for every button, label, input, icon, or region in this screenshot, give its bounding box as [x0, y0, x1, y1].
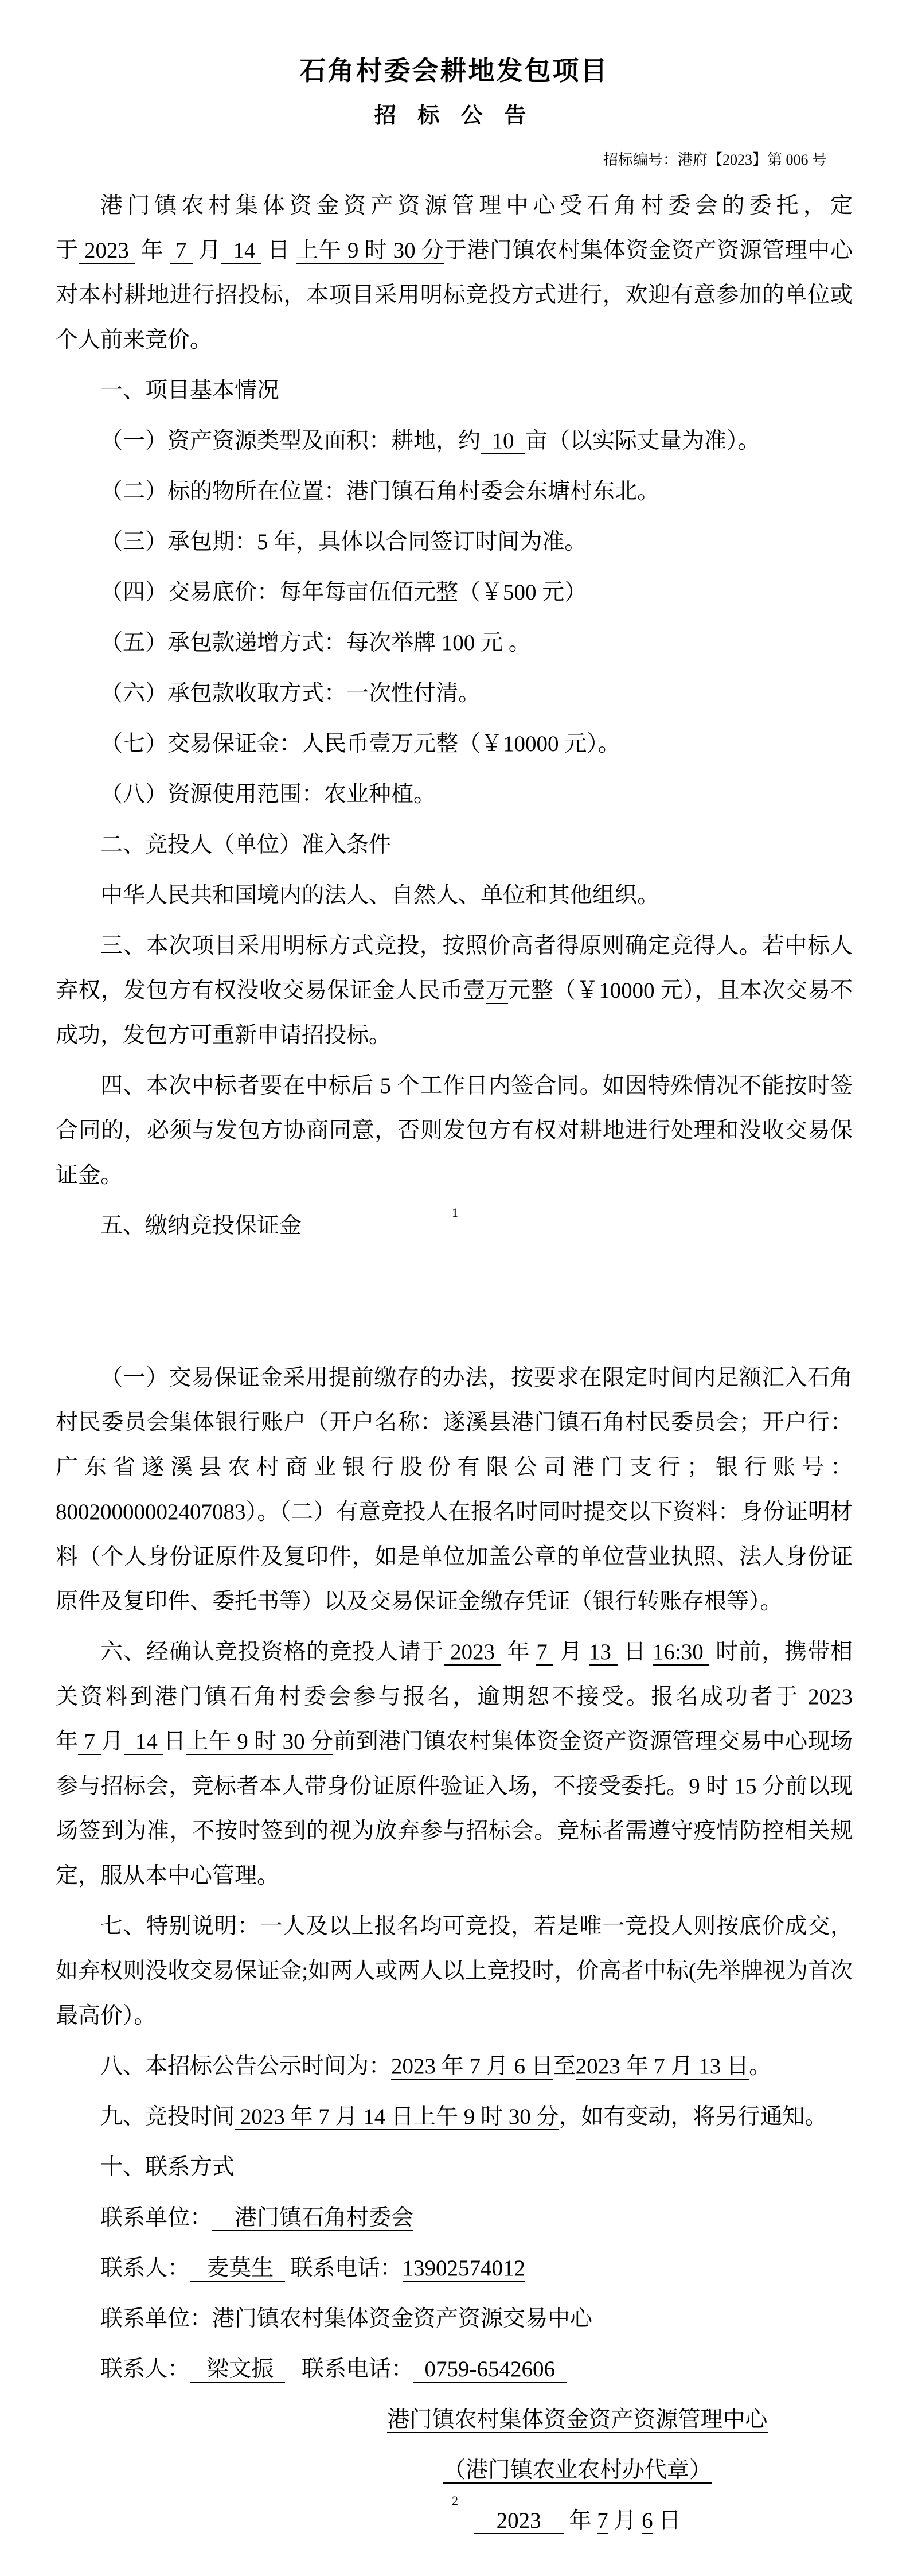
underline-blank: 2023: [444, 1640, 501, 1664]
paragraph: [56, 671, 853, 716]
underline-blank: 2023 年 7 月 13 日: [575, 2054, 749, 2079]
underline-blank: 上午 9 时 30 分: [186, 1729, 334, 1754]
text-segment: （一）交易保证金采用提前缴存的办法，按要求在限定时间内足额汇入石角村民委员会集体银行账户（开户名称：遂溪县港门镇石角村民委员会；开户行：广东省遂溪县农村商业银行股份有限公司港门支行；银行账号：80020000002407083）。（二）有意竞投人在报名时同时提交以下资料：身份证明材料（个人身份证原件及复印件，如是单位加盖公章的单位营业执照、法人身份证原件及复印件、委托书等）以及交易保证金缴存凭证（银行转账存根等）。: [56, 1365, 853, 1614]
text-segment: 月: [192, 238, 221, 263]
text-segment: （一）资产资源类型及面积：耕地，约: [100, 429, 481, 453]
text-segment: 月: [608, 2508, 642, 2533]
text-segment: 日: [261, 238, 296, 263]
text-segment: 前到港门镇农村集体资金资产资源管理交易中心现场参与招标会，竞标者本人带身份证原件验证入场，不接受委托。9 时 15 分前以现场签到为准，不按时签到的视为放弃参与招标会。竞标者需遵守疫情防控相关规定，服从本中心管理。: [56, 1729, 853, 1888]
paragraph: [56, 184, 853, 363]
page-number-2: 2: [452, 2493, 458, 2508]
underline-blank: 梁文振: [190, 2357, 285, 2382]
paragraph: [56, 419, 853, 464]
underline-blank: 13: [588, 1640, 618, 1664]
paragraph: [56, 1630, 853, 1898]
paragraph: [56, 570, 853, 615]
paragraph: [56, 2297, 853, 2341]
paragraph: [56, 621, 853, 666]
tender-reference-number: 招标编号：港府【2023】第 006 号: [603, 151, 827, 168]
text-segment: 年: [563, 2508, 597, 2533]
underline-blank: 7: [597, 2508, 608, 2533]
text-segment: （七）交易保证金：人民币壹万元整（￥10000 元）。: [100, 731, 620, 756]
text-segment: 于港门镇农村集体资金资产资源管理中心对本村耕地进行招投标，本项目采用明标竞投方式进行，欢迎有意参加的单位或个人前来竞价。: [56, 238, 853, 352]
text-segment: 七、特别说明：一人及以上报名均可竞投，若是唯一竞投人则按底价成交，如弃权则没收交易保证金;如两人或两人以上竞投时，价高者中标(先举牌视为首次最高价）。: [56, 1914, 853, 2028]
underline-blank: 7: [78, 1729, 101, 1754]
text-segment: 二、竞投人（单位）准入条件: [100, 832, 392, 857]
text-segment: 日: [653, 2508, 681, 2533]
underline-blank: 2023: [474, 2508, 564, 2533]
text-segment: 日: [163, 1729, 186, 1754]
text-segment: （六）承包款收取方式：一次性付清。: [100, 681, 481, 706]
text-segment: （二）标的物所在位置：港门镇石角村委会东塘村东北。: [100, 479, 660, 504]
page2-body-text: [56, 1356, 853, 2543]
text-segment: 十、联系方式: [100, 2155, 235, 2180]
page-number-1: 1: [452, 1205, 458, 1220]
paragraph: [56, 1064, 853, 1198]
text-segment: 联系单位：港门镇农村集体资金资产资源交易中心: [100, 2306, 593, 2331]
underline-blank: 16:30: [652, 1640, 710, 1664]
paragraph: [56, 2246, 853, 2291]
paragraph: [56, 2145, 853, 2190]
underline-blank: 7: [169, 238, 193, 263]
text-segment: 元整（￥10000 元），且本次交易不成功，发包方可重新申请招投标。: [56, 978, 853, 1048]
text-segment: ，如有变动，将另行通知。: [559, 2104, 827, 2129]
text-segment: （五）承包款递增方式：每次举牌 100 元 。: [100, 631, 531, 655]
text-segment: 九、竞投时间: [100, 2104, 235, 2129]
paragraph: [56, 2196, 853, 2240]
underline-blank: 港门镇农村集体资金资产资源管理中心: [387, 2407, 768, 2432]
text-segment: 时前，携带相关资料到港门镇石角村委会参与报名，逾期恕不接受。报名成功者于 2023 年: [56, 1640, 853, 1754]
text-segment: 八、本招标公告公示时间为：: [100, 2054, 392, 2079]
text-segment: 六、经确认竞投资格的竞投人请于: [100, 1640, 444, 1664]
text-segment: 月: [553, 1640, 589, 1664]
text-segment: 亩（以实际丈量为准）。: [525, 429, 760, 453]
text-segment: 联系电话：: [284, 2357, 414, 2382]
text-segment: （三）承包期：5 年，具体以合同签订时间为准。: [100, 530, 587, 554]
paragraph: [56, 924, 853, 1058]
underline-blank: 7: [536, 1640, 554, 1664]
underline-blank: 13902574012: [402, 2256, 526, 2281]
text-segment: 联系人：: [100, 2357, 190, 2382]
paragraph: [56, 873, 853, 918]
paragraph: [56, 772, 853, 817]
underline-blank: 0759-6542606: [413, 2357, 567, 2382]
text-segment: 至: [553, 2054, 576, 2079]
text-segment: 联系单位：: [100, 2205, 213, 2230]
paragraph: [56, 2347, 853, 2392]
document-title: 石角村委会耕地发包项目: [299, 56, 609, 85]
paragraph: [56, 722, 853, 766]
text-segment: 月: [101, 1729, 124, 1754]
text-segment: 年: [135, 238, 170, 263]
paragraph: [56, 1904, 853, 2038]
underline-blank: 麦莫生: [190, 2256, 285, 2281]
underline-blank: 6: [642, 2508, 653, 2533]
text-segment: 五、缴纳竞投保证金: [100, 1213, 302, 1238]
text-segment: （八）资源使用范围：农业种植。: [100, 782, 436, 807]
text-segment: 日: [617, 1640, 653, 1664]
underline-blank: 10: [481, 429, 526, 453]
underline-blank: 万: [485, 978, 509, 1003]
text-segment: 四、本次中标者要在中标后 5 个工作日内签合同。如因特殊情况不能按时签合同的，必须与发包方协商同意，否则发包方有权对耕地进行处理和没收交易保证金。: [56, 1073, 853, 1188]
underline-blank: 上午 9 时 30 分: [296, 238, 444, 263]
underline-blank: 14: [221, 238, 261, 263]
paragraph: [56, 2095, 853, 2139]
paragraph: [56, 2044, 853, 2089]
page-2: [0, 1288, 910, 2576]
text-segment: 三、本次项目采用明标方式竞投，按照价高者得原则确定竞得人。若中标人弃权，发包方有权没收交易保证金人民币壹: [56, 933, 853, 1003]
text-segment: 一、项目基本情况: [100, 378, 280, 403]
text-segment: 港门镇农村集体资金资产资源管理中心受石角村委会的委托，定于: [56, 193, 853, 263]
document-subtitle: 招 标 公 告: [374, 104, 534, 128]
underline-blank: 14: [123, 1729, 164, 1754]
underline-blank: 2023 年 7 月 14 日上午 9 时 30 分: [235, 2104, 559, 2129]
text-segment: 联系人：: [100, 2256, 190, 2281]
text-segment: （四）交易底价：每年每亩伍佰元整（￥500 元）: [100, 580, 587, 605]
text-segment: 中华人民共和国境内的法人、自然人、单位和其他组织。: [100, 883, 660, 908]
paragraph: [56, 368, 853, 413]
paragraph: [348, 2448, 807, 2493]
paragraph: [56, 520, 853, 565]
paragraph: [348, 2398, 807, 2442]
paragraph: [56, 1356, 853, 1624]
text-segment: 联系电话：: [284, 2256, 403, 2281]
paragraph: [56, 823, 853, 867]
text-segment: 。: [749, 2054, 772, 2079]
paragraph: [56, 469, 853, 514]
underline-blank: 2023: [78, 238, 135, 263]
underline-blank: （港门镇农业农村办代章）: [443, 2458, 712, 2482]
underline-blank: 港门镇石角村委会: [212, 2205, 414, 2230]
underline-blank: 2023 年 7 月 6 日: [391, 2054, 553, 2079]
page1-body-text: [56, 184, 853, 1248]
text-segment: 年: [501, 1640, 537, 1664]
